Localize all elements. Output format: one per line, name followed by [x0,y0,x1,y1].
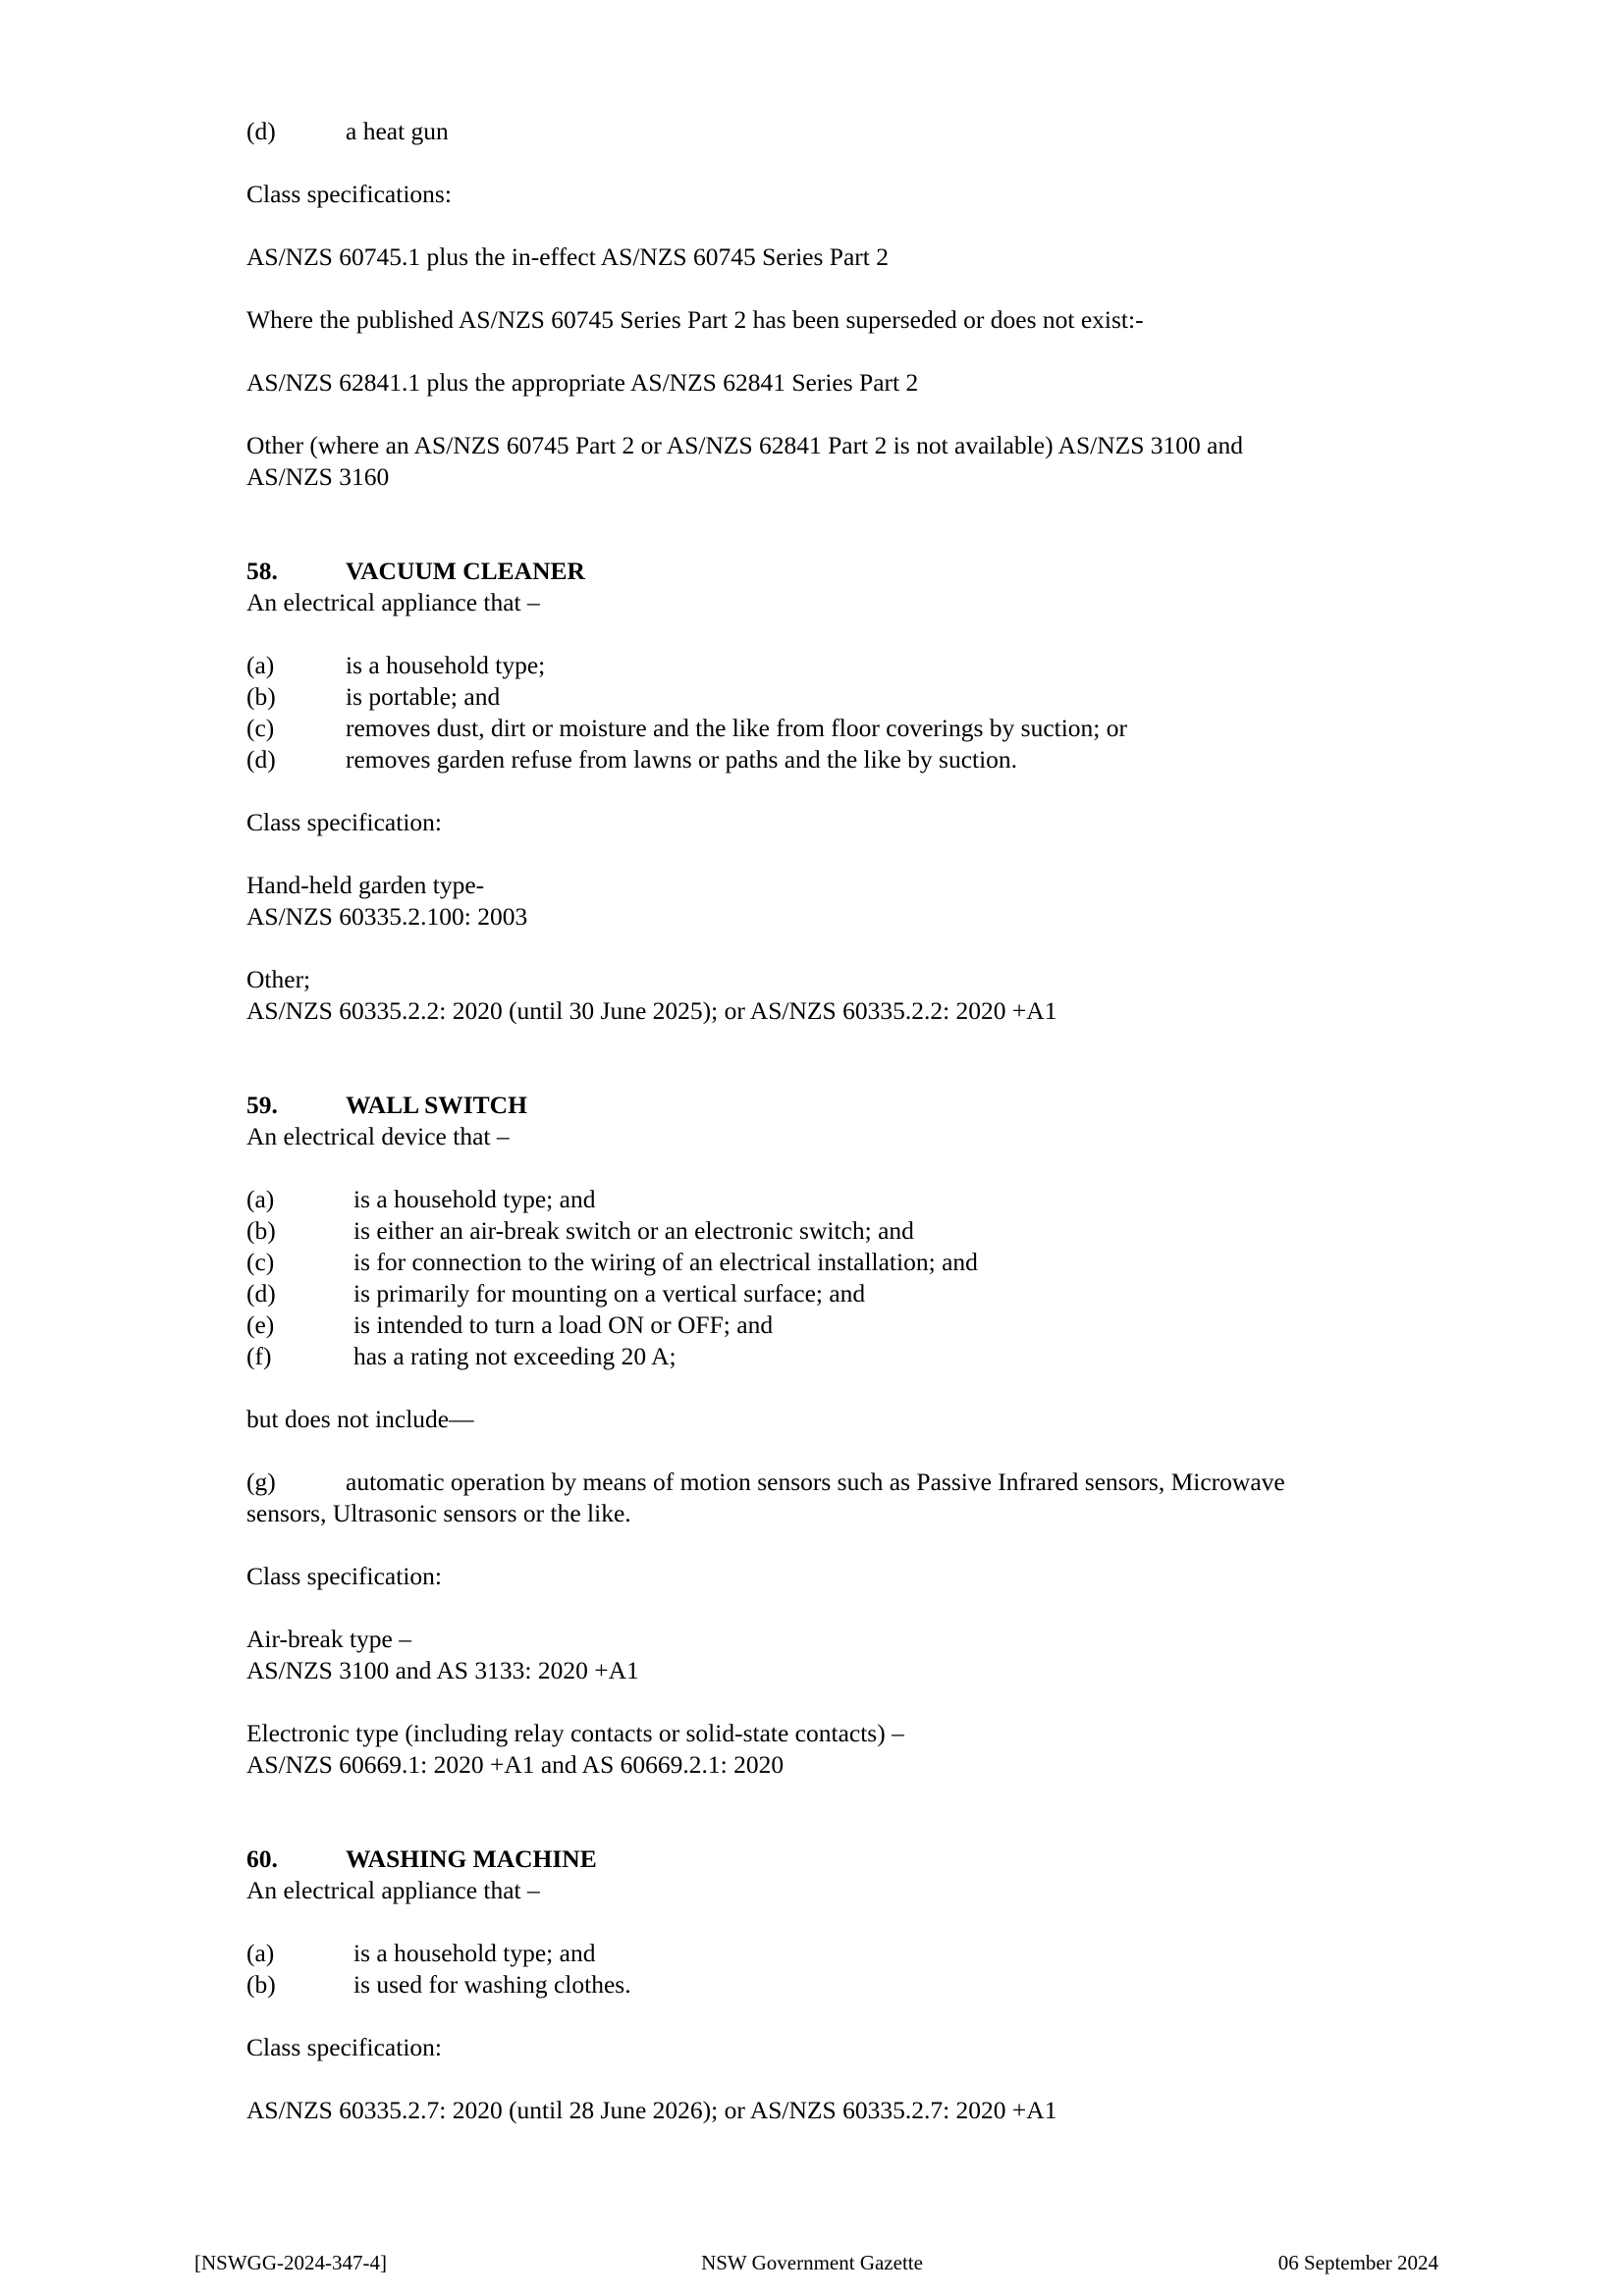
list-item [246,1938,1385,1969]
list-item [246,1309,1385,1341]
item-text: removes dust, dirt or moisture and the like from floor coverings by suction; or [346,714,1128,742]
class-spec-label: Class specification: [246,1562,442,1590]
item-label: (g) [246,1468,276,1496]
list-item [246,1969,1385,2001]
spec-line: Other (where an AS/NZS 60745 Part 2 or AS/NZS 62841 Part 2 is not available) AS/NZS 3100 and [246,431,1243,459]
list-item [246,713,1385,744]
class-spec-label: Class specification: [246,2033,442,2061]
spec-line: AS/NZS 60335.2.2: 2020 (until 30 June 2025); or AS/NZS 60335.2.2: 2020 +A1 [246,996,1057,1025]
spec-line: AS/NZS 3160 [246,462,390,491]
item-label: (c) [246,714,275,742]
item-label: (a) [246,1185,275,1213]
spec-line: Air-break type – [246,1625,412,1653]
footer-gazette-id: [NSWGG-2024-347-4] [194,2251,387,2274]
section-intro: An electrical appliance that – [246,588,540,616]
list-item [246,116,1385,147]
spec-line: AS/NZS 60745.1 plus the in-effect AS/NZS 60745 Series Part 2 [246,242,889,271]
spec-line: AS/NZS 3100 and AS 3133: 2020 +A1 [246,1656,639,1684]
section-title: WALL SWITCH [346,1091,527,1119]
item-label: (f) [246,1342,272,1370]
list-item [246,1215,1385,1247]
item-label: (a) [246,1939,275,1967]
exclusion-item-continued: sensors, Ultrasonic sensors or the like. [246,1499,631,1527]
list-item [246,1184,1385,1215]
list-item [246,1278,1385,1309]
item-text: is intended to turn a load ON or OFF; and [353,1310,774,1339]
item-text: removes garden refuse from lawns or paths and the like by suction. [346,745,1018,774]
list-item [246,744,1385,775]
spec-line: AS/NZS 60669.1: 2020 +A1 and AS 60669.2.1: 2020 [246,1750,785,1779]
item-label: (d) [246,745,276,774]
item-text: automatic operation by means of motion sensors such as Passive Infrared sensors, Microwave [346,1468,1285,1496]
section-number: 59. [246,1091,278,1119]
section-intro: An electrical device that – [246,1122,510,1150]
spec-line: Where the published AS/NZS 60745 Series Part 2 has been superseded or does not exist:- [246,305,1144,334]
item-text: a heat gun [346,117,449,145]
section-heading-58 [246,556,1385,587]
item-text: is used for washing clothes. [353,1970,631,1999]
spec-line: Hand-held garden type- [246,871,485,899]
item-label: (d) [246,117,276,145]
list-item [246,1247,1385,1278]
spec-line: AS/NZS 62841.1 plus the appropriate AS/NZS 62841 Series Part 2 [246,368,919,397]
item-label: (a) [246,651,275,679]
spec-line: Electronic type (including relay contacts or solid-state contacts) – [246,1719,904,1747]
footer-date: 06 September 2024 [1277,2251,1438,2274]
section-number: 60. [246,1844,278,1873]
item-text: is portable; and [346,682,501,711]
item-text: is primarily for mounting on a vertical surface; and [353,1279,866,1308]
exclusion-item [246,1467,1385,1498]
item-text: is a household type; and [353,1939,596,1967]
item-label: (c) [246,1248,275,1276]
section-title: VACUUM CLEANER [346,557,585,585]
item-label: (b) [246,1970,276,1999]
item-label: (b) [246,682,276,711]
section-heading-60 [246,1843,1385,1875]
exclusion-intro: but does not include— [246,1405,474,1433]
page-content [246,116,1385,2126]
section-title: WASHING MACHINE [346,1844,597,1873]
item-text: is a household type; and [353,1185,596,1213]
list-item [246,681,1385,713]
item-label: (d) [246,1279,276,1308]
item-text: is for connection to the wiring of an electrical installation; and [353,1248,978,1276]
spec-line: AS/NZS 60335.2.7: 2020 (until 28 June 2026); or AS/NZS 60335.2.7: 2020 +A1 [246,2096,1057,2124]
item-label: (e) [246,1310,275,1339]
list-item [246,1341,1385,1372]
footer-publication: NSW Government Gazette [701,2251,923,2274]
class-spec-label: Class specification: [246,808,442,836]
item-text: is a household type; [346,651,546,679]
item-text: is either an air-break switch or an electronic switch; and [353,1216,914,1245]
section-intro: An electrical appliance that – [246,1876,540,1904]
item-text: has a rating not exceeding 20 A; [353,1342,677,1370]
section-number: 58. [246,557,278,585]
spec-line: Other; [246,965,311,993]
section-heading-59 [246,1090,1385,1121]
item-label: (b) [246,1216,276,1245]
class-spec-label: Class specifications: [246,180,452,208]
list-item [246,650,1385,681]
spec-line: AS/NZS 60335.2.100: 2003 [246,902,528,931]
